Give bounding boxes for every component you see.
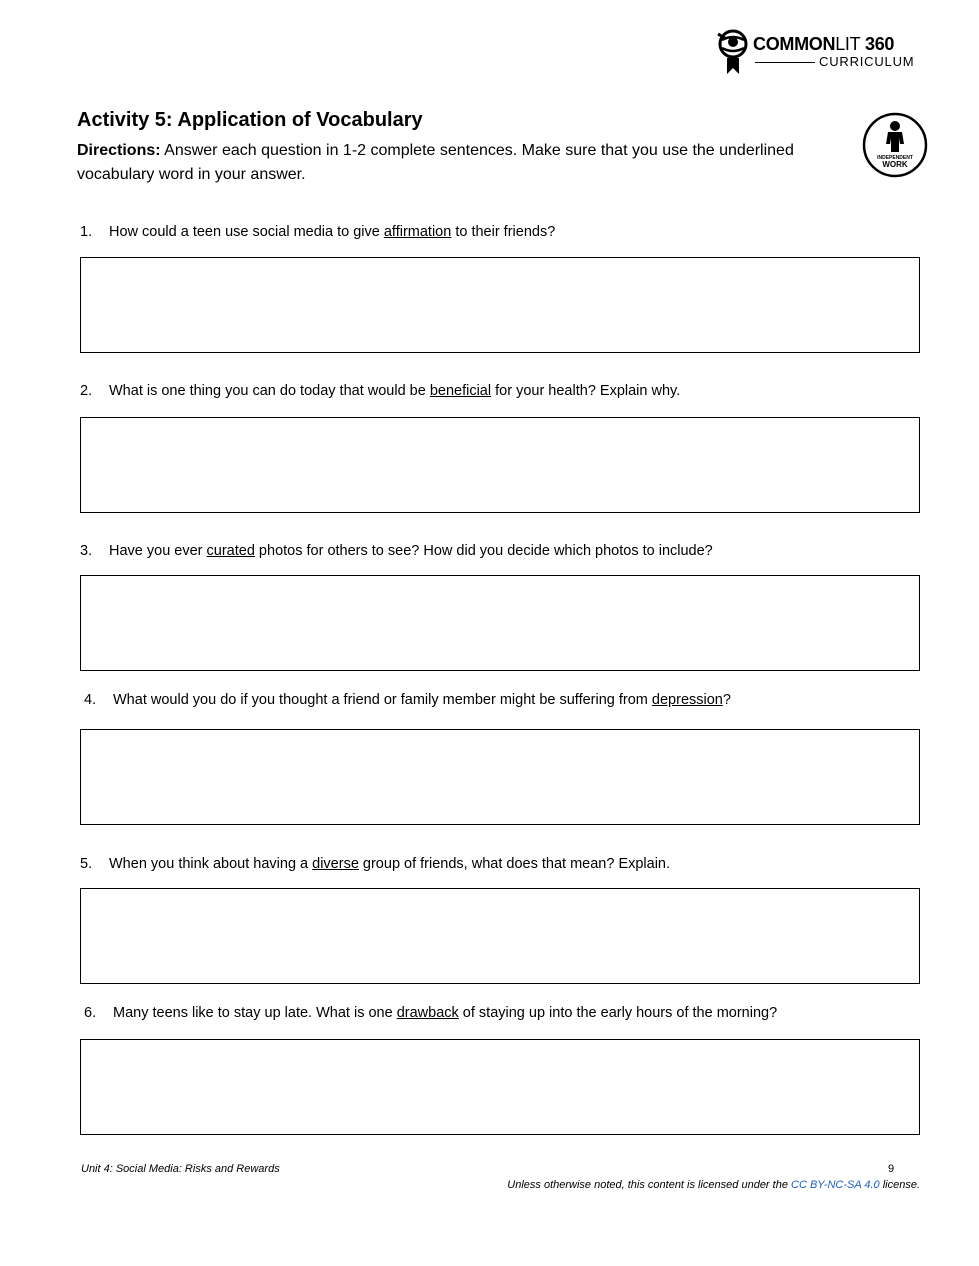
question-3: 3. Have you ever curated photos for others to see? How did you decide which photos to include? [80,543,713,559]
logo-subtitle: CURRICULUM [819,54,915,69]
question-1: 1. How could a teen use social media to give affirmation to their friends? [80,224,556,240]
question-4: 4. What would you do if you thought a friend or family member might be suffering from depression? [84,692,731,708]
logo-wordmark: COMMONLIT 360 [753,34,895,54]
vocab-word: drawback [396,1005,459,1021]
license-notice: Unless otherwise noted, this content is licensed under the CC BY-NC-SA 4.0 license. [507,1179,920,1191]
activity-title: Activity 5: Application of Vocabulary [77,109,423,131]
answer-box-3[interactable] [80,575,920,671]
question-6: 6. Many teens like to stay up late. What is one drawback of staying up into the early hours of the morning? [84,1005,778,1021]
answer-box-6[interactable] [80,1039,920,1135]
answer-box-4[interactable] [80,729,920,825]
question-2: 2. What is one thing you can do today that would be beneficial for your health? Explain why. [80,383,681,399]
vocab-word: beneficial [429,383,492,399]
vocab-word: curated [206,543,255,559]
badge-line1: INDEPENDENT [877,155,913,161]
question-5: 5. When you think about having a diverse group of friends, what does that mean? Explain. [80,856,671,872]
answer-box-2[interactable] [80,417,920,513]
footer-unit: Unit 4: Social Media: Risks and Rewards [81,1163,280,1175]
directions-text: Answer each question in 1-2 complete sentences. Make sure that you use the underlined vocabulary word in your answer. [77,142,794,183]
vocab-word: diverse [312,856,359,872]
vocab-word: depression [651,692,723,708]
directions [77,139,837,187]
globe-reader-icon [713,28,753,76]
commonlit-logo [713,28,923,76]
directions-label: Directions: [77,142,161,159]
vocab-word: affirmation [383,224,452,240]
badge-line2: WORK [882,160,908,169]
page-number: 9 [888,1163,895,1175]
license-link[interactable]: CC BY-NC-SA 4.0 [791,1179,880,1191]
independent-work-badge [862,112,928,178]
answer-box-1[interactable] [80,257,920,353]
answer-box-5[interactable] [80,888,920,984]
logo-divider [755,62,815,63]
